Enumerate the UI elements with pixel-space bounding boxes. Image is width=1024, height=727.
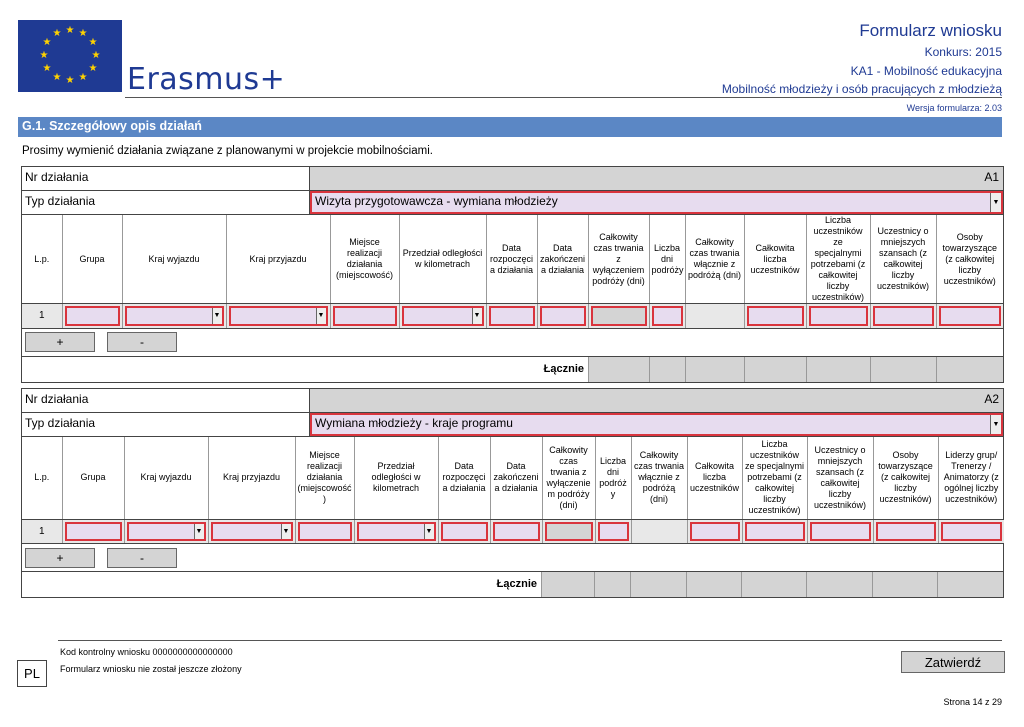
- col-header: Grupa: [62, 215, 122, 304]
- distance-band-select[interactable]: [402, 306, 484, 326]
- section-intro: Prosimy wymienić działania związane z planowanymi w projekcie mobilnościami.: [22, 145, 433, 157]
- submission-status: Formularz wniosku nie został jeszcze złożony: [60, 664, 242, 674]
- col-header: Liczba uczestników ze specjalnymi potrzebami (z całkowitej liczby uczestników): [806, 215, 870, 304]
- total-cell: [807, 572, 873, 597]
- eu-flag-logo: ★ ★ ★ ★ ★ ★ ★ ★ ★ ★ ★ ★: [18, 20, 122, 92]
- activity-type-label: Typ działania: [22, 191, 310, 214]
- total-cell: [686, 357, 745, 382]
- start-date-field[interactable]: [441, 522, 488, 542]
- fewer-opportunities-field[interactable]: [873, 306, 934, 326]
- chevron-down-icon[interactable]: ▼: [990, 415, 1001, 434]
- total-cell: [542, 572, 595, 597]
- totals-label: Łącznie: [22, 572, 542, 597]
- travel-days-field[interactable]: [598, 522, 629, 542]
- col-header: Miejsce realizacji działania (miejscowość ): [295, 437, 354, 519]
- start-date-field[interactable]: [489, 306, 535, 326]
- header-divider: [125, 97, 1002, 98]
- activity-number-value: A2: [310, 389, 1003, 412]
- total-cell: [871, 357, 937, 382]
- total-cell: [650, 357, 686, 382]
- col-header: L.p.: [22, 437, 62, 519]
- activity-table: [22, 437, 1004, 543]
- duration-excl-travel-field: [591, 306, 647, 326]
- language-badge: PL: [17, 660, 47, 687]
- activity-block-a1: [21, 166, 1004, 383]
- total-cell: [873, 572, 938, 597]
- total-cell: [745, 357, 807, 382]
- add-row-button[interactable]: +: [25, 548, 95, 568]
- special-needs-field[interactable]: [745, 522, 805, 542]
- activity-block-a2: [21, 388, 1004, 598]
- table-row: [22, 519, 1004, 543]
- fewer-opportunities-field[interactable]: [810, 522, 871, 542]
- activity-type-select[interactable]: [310, 413, 1003, 436]
- chevron-down-icon[interactable]: ▼: [472, 308, 482, 324]
- col-header: Grupa: [62, 437, 124, 519]
- total-cell: [742, 572, 807, 597]
- form-header-info: [722, 20, 1002, 98]
- col-header: Data rozpoczęci a działania: [486, 215, 537, 304]
- add-row-button[interactable]: +: [25, 332, 95, 352]
- col-header: Całkowita liczba uczestników: [687, 437, 742, 519]
- col-header: Kraj wyjazdu: [122, 215, 226, 304]
- col-header: Liczba dni podróż y: [595, 437, 631, 519]
- col-header: Przedział odległości w kilometrach: [354, 437, 438, 519]
- remove-row-button[interactable]: -: [107, 332, 177, 352]
- form-title: Formularz wniosku: [859, 21, 1002, 40]
- activity-type-row: [22, 191, 1003, 215]
- section-title: G.1. Szczegółowy opis działań: [18, 117, 1002, 137]
- footer-divider: [58, 640, 1002, 641]
- distance-band-select[interactable]: [357, 522, 436, 542]
- col-header: Uczestnicy o mniejszych szansach (z całkowitej liczby uczestników): [870, 215, 936, 304]
- duration-incl-travel-cell: [631, 519, 687, 543]
- col-header: Kraj przyjazdu: [208, 437, 295, 519]
- subaction-label: Mobilność młodzieży i osób pracujących z młodzieżą: [721, 82, 1002, 96]
- activity-number-label: Nr działania: [22, 389, 310, 412]
- activity-type-label: Typ działania: [22, 413, 310, 436]
- activity-type-row: [22, 413, 1003, 437]
- table-row: [22, 304, 1003, 328]
- contest-label: Konkurs: 2015: [924, 45, 1002, 59]
- total-cell: [807, 357, 871, 382]
- end-date-field[interactable]: [493, 522, 540, 542]
- totals-row: [22, 571, 1003, 597]
- col-header: Uczestnicy o mniejszych szansach (z całkowitej liczby uczestników): [807, 437, 873, 519]
- total-cell: [589, 357, 650, 382]
- activity-type-select[interactable]: [310, 191, 1003, 214]
- program-logo-text: Erasmus+: [127, 62, 286, 97]
- travel-days-field[interactable]: [652, 306, 683, 326]
- activity-number-value: A1: [310, 167, 1003, 190]
- col-header: L.p.: [22, 215, 62, 304]
- chevron-down-icon[interactable]: ▼: [212, 308, 222, 324]
- totals-row: [22, 356, 1003, 382]
- activity-table: [22, 215, 1003, 328]
- total-cell: [631, 572, 687, 597]
- arrival-country-select[interactable]: [211, 522, 293, 542]
- col-header: Liczba dni podróży: [649, 215, 685, 304]
- remove-row-button[interactable]: -: [107, 548, 177, 568]
- activity-number-label: Nr działania: [22, 167, 310, 190]
- page-number: Strona 14 z 29: [943, 697, 1002, 707]
- departure-country-select[interactable]: [125, 306, 224, 326]
- col-header: Kraj wyjazdu: [124, 437, 208, 519]
- activity-number-row: [22, 167, 1003, 191]
- col-header: Miejsce realizacji działania (miejscowość): [330, 215, 399, 304]
- total-cell: [595, 572, 631, 597]
- duration-incl-travel-cell: [685, 304, 744, 328]
- chevron-down-icon[interactable]: ▼: [990, 193, 1001, 212]
- venue-field[interactable]: [298, 522, 352, 542]
- totals-label: Łącznie: [22, 357, 589, 382]
- row-actions: [22, 543, 1003, 571]
- table-header-row: [22, 215, 1003, 304]
- row-index: 1: [22, 519, 62, 543]
- accompanying-persons-field[interactable]: [876, 522, 936, 542]
- group-field[interactable]: [65, 522, 122, 542]
- activity-type-value: Wizyta przygotowawcza - wymiana młodzieży: [315, 194, 558, 208]
- action-label: KA1 - Mobilność edukacyjna: [850, 64, 1002, 78]
- form-version: Wersja formularza: 2.03: [906, 103, 1002, 113]
- row-index: 1: [22, 304, 62, 328]
- chevron-down-icon[interactable]: ▼: [424, 524, 434, 540]
- col-header: Przedział odległości w kilometrach: [399, 215, 486, 304]
- arrival-country-select[interactable]: [229, 306, 328, 326]
- chevron-down-icon[interactable]: ▼: [281, 524, 291, 540]
- activity-number-row: [22, 389, 1003, 413]
- chevron-down-icon[interactable]: ▼: [316, 308, 326, 324]
- participants-total-field[interactable]: [747, 306, 804, 326]
- special-needs-field[interactable]: [809, 306, 868, 326]
- col-header: Całkowity czas trwania z wyłączenie m podróży (dni): [542, 437, 595, 519]
- col-header: Data zakończeni a działania: [537, 215, 588, 304]
- activity-type-value: Wymiana młodzieży - kraje programu: [315, 416, 513, 430]
- chevron-down-icon[interactable]: ▼: [194, 524, 204, 540]
- end-date-field[interactable]: [540, 306, 586, 326]
- col-header: Liczba uczestników ze specjalnymi potrzebami (z całkowitej liczby uczestników): [742, 437, 807, 519]
- col-header: Kraj przyjazdu: [226, 215, 330, 304]
- col-header: Data zakończeni a działania: [490, 437, 542, 519]
- row-actions: [22, 328, 1003, 356]
- col-header: Całkowity czas trwania włącznie z podróżą (dni): [685, 215, 744, 304]
- col-header: Data rozpoczęci a działania: [438, 437, 490, 519]
- total-cell: [937, 357, 1003, 382]
- col-header: Całkowita liczba uczestników: [744, 215, 806, 304]
- accompanying-persons-field[interactable]: [939, 306, 1002, 326]
- col-header: Całkowity czas trwania włącznie z podróżą (dni): [631, 437, 687, 519]
- col-header: Liderzy grup/ Trenerzy / Animatorzy (z ogólnej liczby uczestników): [938, 437, 1004, 519]
- group-field[interactable]: [65, 306, 120, 326]
- control-code: Kod kontrolny wniosku 0000000000000000: [60, 647, 233, 657]
- duration-excl-travel-field: [545, 522, 593, 542]
- participants-total-field[interactable]: [690, 522, 740, 542]
- submit-button[interactable]: Zatwierdź: [901, 651, 1005, 673]
- col-header: Osoby towarzyszące (z całkowitej liczby uczestników): [936, 215, 1003, 304]
- venue-field[interactable]: [333, 306, 397, 326]
- total-cell: [938, 572, 1003, 597]
- total-cell: [687, 572, 742, 597]
- col-header: Całkowity czas trwania z wyłączeniem podróży (dni): [588, 215, 649, 304]
- col-header: Osoby towarzyszące (z całkowitej liczby uczestników): [873, 437, 938, 519]
- group-leaders-field[interactable]: [941, 522, 1003, 542]
- departure-country-select[interactable]: [127, 522, 206, 542]
- table-header-row: [22, 437, 1004, 519]
